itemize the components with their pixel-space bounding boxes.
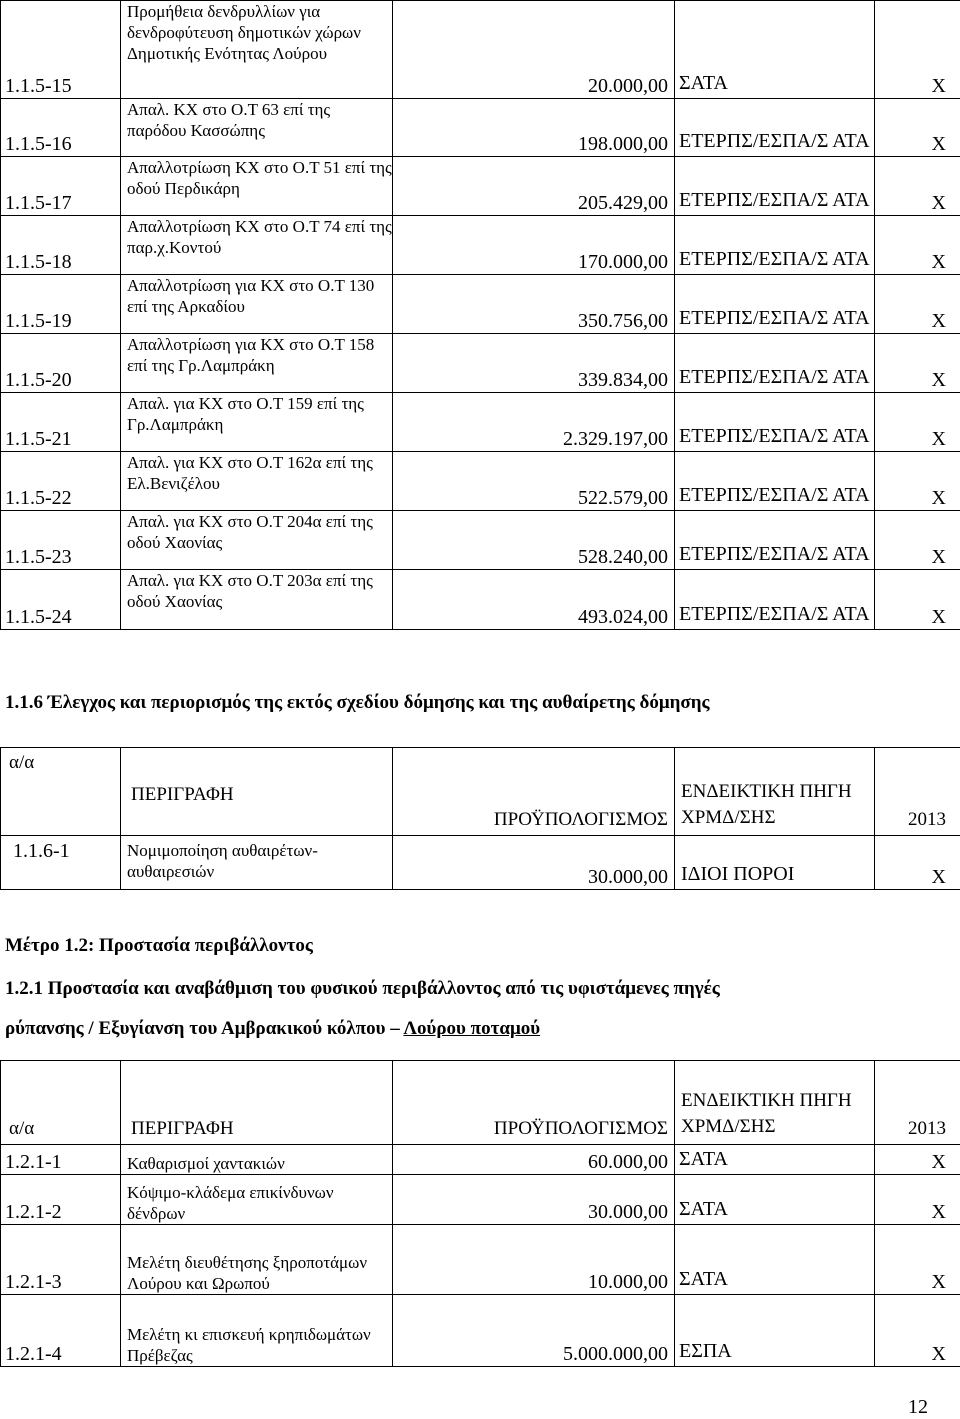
header-year: 2013 bbox=[875, 748, 960, 836]
row-source: ΕΣΠΑ bbox=[675, 1295, 875, 1367]
row-code: 1.1.5-16 bbox=[1, 99, 121, 157]
row-description: Μελέτη κι επισκευή κρηπιδωμάτων Πρέβεζας bbox=[121, 1295, 393, 1367]
row-code: 1.2.1-1 bbox=[1, 1145, 121, 1175]
row-description: Προμήθεια δενδρυλλίων για δενδροφύτευση δημοτικών χώρων Δημοτικής Ενότητας Λούρου bbox=[121, 1, 393, 99]
projects-table-116 bbox=[0, 747, 960, 890]
row-amount: 5.000.000,00 bbox=[393, 1295, 675, 1367]
row-code: 1.2.1-3 bbox=[1, 1225, 121, 1295]
row-description: Απαλλοτρίωση για ΚΧ στο Ο.Τ 130 επί της Αρκαδίου bbox=[121, 275, 393, 334]
row-amount: 60.000,00 bbox=[393, 1145, 675, 1175]
row-mark: Χ bbox=[875, 275, 960, 334]
row-code: 1.2.1-2 bbox=[1, 1175, 121, 1225]
row-description: Απαλ. για ΚΧ στο Ο.Τ 204α επί της οδού Χαονίας bbox=[121, 511, 393, 570]
table-header-row bbox=[1, 748, 960, 836]
row-description: Νομιμοποίηση αυθαιρέτων-αυθαιρεσιών bbox=[121, 836, 393, 890]
measure-heading: Μέτρο 1.2: Προστασία περιβάλλοντος bbox=[5, 935, 313, 956]
row-description: Απαλ. για ΚΧ στο Ο.Τ 159 επί της Γρ.Λαμπράκη bbox=[121, 393, 393, 452]
row-source: ΣΑΤΑ bbox=[675, 1, 875, 99]
header-budget: ΠΡΟΫΠΟΛΟΓΙΣΜΟΣ bbox=[393, 748, 675, 836]
table-row bbox=[1, 393, 960, 452]
table-row bbox=[1, 1225, 960, 1295]
row-mark: Χ bbox=[875, 157, 960, 216]
row-amount: 20.000,00 bbox=[393, 1, 675, 99]
row-mark: Χ bbox=[875, 511, 960, 570]
row-source: ΕΤΕΡΠΣ/ΕΣΠΑ/Σ ΑΤΑ bbox=[675, 216, 875, 275]
header-budget: ΠΡΟΫΠΟΛΟΓΙΣΜΟΣ bbox=[393, 1061, 675, 1145]
row-mark: Χ bbox=[875, 452, 960, 511]
projects-table-121 bbox=[0, 1060, 960, 1367]
row-amount: 528.240,00 bbox=[393, 511, 675, 570]
row-amount: 350.756,00 bbox=[393, 275, 675, 334]
row-description: Απαλλοτρίωση για ΚΧ στο Ο.Τ 158 επί της Γρ.Λαμπράκη bbox=[121, 334, 393, 393]
header-aa: α/α bbox=[1, 1061, 121, 1145]
row-amount: 198.000,00 bbox=[393, 99, 675, 157]
row-source: ΕΤΕΡΠΣ/ΕΣΠΑ/Σ ΑΤΑ bbox=[675, 99, 875, 157]
header-aa: α/α bbox=[1, 748, 121, 836]
row-code: 1.1.5-18 bbox=[1, 216, 121, 275]
row-amount: 339.834,00 bbox=[393, 334, 675, 393]
row-description: Απαλ. για ΚΧ στο Ο.Τ 162α επί της Ελ.Βενιζέλου bbox=[121, 452, 393, 511]
row-mark: Χ bbox=[875, 1, 960, 99]
table-row bbox=[1, 216, 960, 275]
row-code: 1.1.5-21 bbox=[1, 393, 121, 452]
row-source: ΣΑΤΑ bbox=[675, 1175, 875, 1225]
header-source: ΕΝΔΕΙΚΤΙΚΗ ΠΗΓΗ ΧΡΜΔ/ΣΗΣ bbox=[675, 1061, 875, 1145]
row-description: Μελέτη διευθέτησης ξηροποτάμων Λούρου και Ωρωπού bbox=[121, 1225, 393, 1295]
row-amount: 493.024,00 bbox=[393, 570, 675, 630]
table-row bbox=[1, 1295, 960, 1367]
table-row bbox=[1, 511, 960, 570]
row-source: ΕΤΕΡΠΣ/ΕΣΠΑ/Σ ΑΤΑ bbox=[675, 570, 875, 630]
row-code: 1.1.5-24 bbox=[1, 570, 121, 630]
row-mark: Χ bbox=[875, 1175, 960, 1225]
row-amount: 2.329.197,00 bbox=[393, 393, 675, 452]
row-source: ΣΑΤΑ bbox=[675, 1225, 875, 1295]
row-code: 1.1.5-15 bbox=[1, 1, 121, 99]
row-source: ΕΤΕΡΠΣ/ΕΣΠΑ/Σ ΑΤΑ bbox=[675, 511, 875, 570]
row-mark: Χ bbox=[875, 1145, 960, 1175]
table-row bbox=[1, 157, 960, 216]
row-mark: Χ bbox=[875, 836, 960, 890]
projects-table-115 bbox=[0, 0, 960, 630]
row-source: ΕΤΕΡΠΣ/ΕΣΠΑ/Σ ΑΤΑ bbox=[675, 393, 875, 452]
row-amount: 205.429,00 bbox=[393, 157, 675, 216]
row-source: ΙΔΙΟΙ ΠΟΡΟΙ bbox=[675, 836, 875, 890]
row-code: 1.1.5-23 bbox=[1, 511, 121, 570]
row-description: Απαλ. ΚΧ στο Ο.Τ 63 επί της παρόδου Κασσώπης bbox=[121, 99, 393, 157]
row-description: Απαλ. για ΚΧ στο Ο.Τ 203α επί της οδού Χαονίας bbox=[121, 570, 393, 630]
header-source: ΕΝΔΕΙΚΤΙΚΗ ΠΗΓΗ ΧΡΜΔ/ΣΗΣ bbox=[675, 748, 875, 836]
row-code: 1.1.5-17 bbox=[1, 157, 121, 216]
table-row bbox=[1, 1175, 960, 1225]
row-source: ΣΑΤΑ bbox=[675, 1145, 875, 1175]
table-row bbox=[1, 334, 960, 393]
table-row bbox=[1, 570, 960, 630]
row-amount: 30.000,00 bbox=[393, 836, 675, 890]
row-code: 1.2.1-4 bbox=[1, 1295, 121, 1367]
row-mark: Χ bbox=[875, 393, 960, 452]
row-amount: 522.579,00 bbox=[393, 452, 675, 511]
row-code: 1.1.5-20 bbox=[1, 334, 121, 393]
row-description: Καθαρισμοί χαντακιών bbox=[121, 1145, 393, 1175]
row-description: Απαλλοτρίωση ΚΧ στο Ο.Τ 74 επί της παρ.χ.Κοντού bbox=[121, 216, 393, 275]
section-116-heading: 1.1.6 Έλεγχος και περιορισμός της εκτός σχεδίου δόμησης και της αυθαίρετης δόμησης bbox=[5, 692, 710, 713]
table-row bbox=[1, 1, 960, 99]
row-mark: Χ bbox=[875, 216, 960, 275]
row-source: ΕΤΕΡΠΣ/ΕΣΠΑ/Σ ΑΤΑ bbox=[675, 334, 875, 393]
row-mark: Χ bbox=[875, 570, 960, 630]
section-121-heading-line2: ρύπανσης / Εξυγίανση του Αμβρακικού κόλπου – Λούρου ποταμού bbox=[5, 1018, 541, 1039]
row-mark: Χ bbox=[875, 99, 960, 157]
row-mark: Χ bbox=[875, 334, 960, 393]
row-description: Κόψιμο-κλάδεμα επικίνδυνων δένδρων bbox=[121, 1175, 393, 1225]
table-row bbox=[1, 452, 960, 511]
row-amount: 170.000,00 bbox=[393, 216, 675, 275]
header-description: ΠΕΡΙΓΡΑΦΗ bbox=[121, 1061, 393, 1145]
row-source: ΕΤΕΡΠΣ/ΕΣΠΑ/Σ ΑΤΑ bbox=[675, 452, 875, 511]
row-source: ΕΤΕΡΠΣ/ΕΣΠΑ/Σ ΑΤΑ bbox=[675, 275, 875, 334]
row-source: ΕΤΕΡΠΣ/ΕΣΠΑ/Σ ΑΤΑ bbox=[675, 157, 875, 216]
row-code: 1.1.6-1 bbox=[1, 836, 121, 890]
row-amount: 30.000,00 bbox=[393, 1175, 675, 1225]
page-number: 12 bbox=[908, 1396, 928, 1418]
header-description: ΠΕΡΙΓΡΑΦΗ bbox=[121, 748, 393, 836]
section-121-heading-line1: 1.2.1 Προστασία και αναβάθμιση του φυσικού περιβάλλοντος από τις υφιστάμενες πηγές bbox=[5, 978, 720, 999]
row-code: 1.1.5-19 bbox=[1, 275, 121, 334]
table-header-row bbox=[1, 1061, 960, 1145]
row-mark: Χ bbox=[875, 1295, 960, 1367]
header-year: 2013 bbox=[875, 1061, 960, 1145]
row-mark: Χ bbox=[875, 1225, 960, 1295]
table-row bbox=[1, 275, 960, 334]
row-code: 1.1.5-22 bbox=[1, 452, 121, 511]
table-row bbox=[1, 99, 960, 157]
row-amount: 10.000,00 bbox=[393, 1225, 675, 1295]
row-description: Απαλλοτρίωση ΚΧ στο Ο.Τ 51 επί της οδού Περδικάρη bbox=[121, 157, 393, 216]
table-row bbox=[1, 836, 960, 890]
table-row bbox=[1, 1145, 960, 1175]
